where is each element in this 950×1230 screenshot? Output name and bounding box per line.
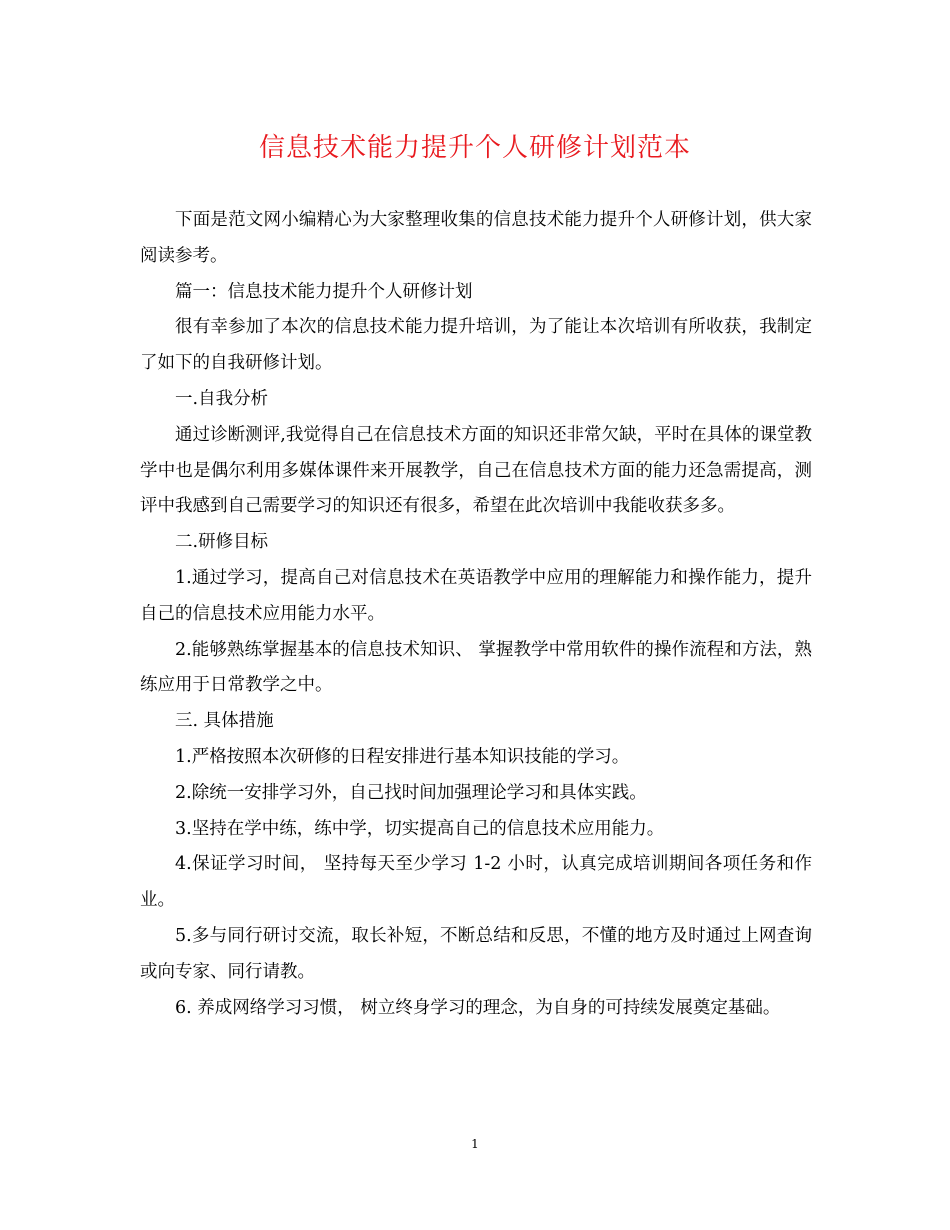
- measure-item-5: 5.多与同行研讨交流，取长补短，不断总结和反思，不懂的地方及时通过上网查询或向专家、同行请教。: [140, 925, 812, 982]
- document-title: 信息技术能力提升个人研修计划范本: [258, 133, 691, 163]
- document-body: [140, 203, 812, 1026]
- paragraph-self-analysis: 通过诊断测评,我觉得自己在信息技术方面的知识还非常欠缺，平时在具体的课堂教学中也是偶尔利用多媒体课件来开展教学，自己在信息技术方面的能力还急需提高，测评中我感到自己需要学习的知识还有很多，希望在此次培训中我能收获多多。: [140, 424, 812, 517]
- section-heading-part-one: 篇一：信息技术能力提升个人研修计划: [175, 281, 473, 302]
- paragraph-intro: 下面是范文网小编精心为大家整理收集的信息技术能力提升个人研修计划，供大家阅读参考。: [140, 210, 812, 266]
- measure-item-4: 4.保证学习时间， 坚持每天至少学习 1-2 小时，认真完成培训期间各项任务和作业。: [140, 854, 812, 911]
- paragraph-opening: 很有幸参加了本次的信息技术能力提升培训，为了能让本次培训有所收获，我制定了如下的自我研修计划。: [140, 317, 812, 374]
- goal-item-1: 1.通过学习，提高自己对信息技术在英语教学中应用的理解能力和操作能力，提升自己的信息技术应用能力水平。: [140, 567, 812, 624]
- section-heading-measures: 三. 具体措施: [175, 711, 274, 732]
- measure-item-3: 3.坚持在学中练，练中学，切实提高自己的信息技术应用能力。: [175, 818, 665, 839]
- page-number: 1: [471, 1137, 479, 1151]
- measure-item-2: 2.除统一安排学习外，自己找时间加强理论学习和具体实践。: [175, 782, 647, 803]
- measure-item-1: 1.严格按照本次研修的日程安排进行基本知识技能的学习。: [175, 746, 630, 767]
- section-heading-goals: 二.研修目标: [175, 532, 269, 553]
- measure-item-6: 6. 养成网络学习习惯， 树立终身学习的理念，为自身的可持续发展奠定基础。: [175, 997, 781, 1018]
- goal-item-2: 2.能够熟练掌握基本的信息技术知识、 掌握教学中常用软件的操作流程和方法，熟练应用于日常教学之中。: [140, 639, 812, 696]
- section-heading-self-analysis: 一.自我分析: [175, 388, 269, 409]
